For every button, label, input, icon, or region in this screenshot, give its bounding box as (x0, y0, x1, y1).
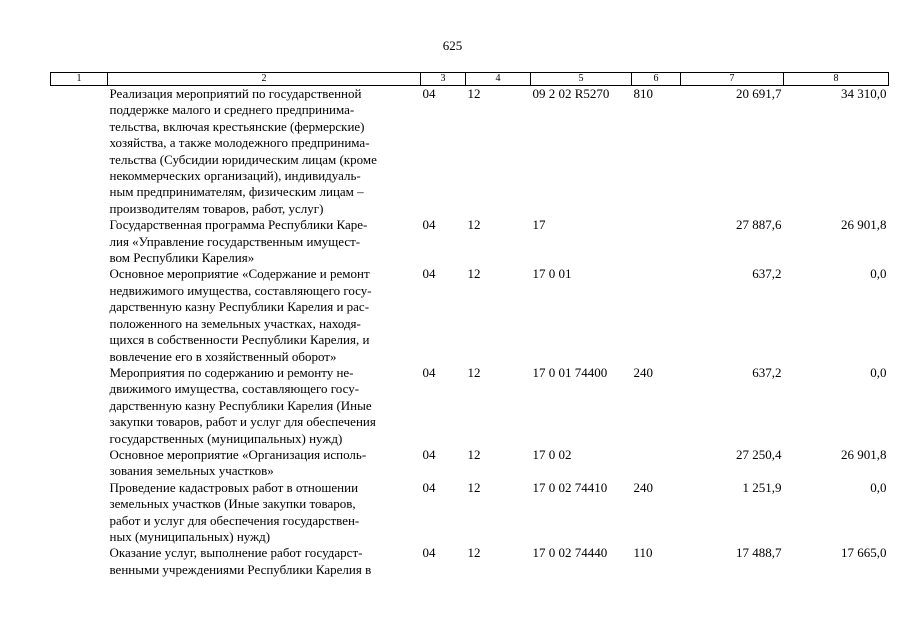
amount-first: 1 251,9 (742, 479, 782, 495)
row-description (108, 545, 421, 578)
description-line: закупки товаров, работ и услуг для обеспечения (109, 414, 376, 430)
description-line: вовлечение его в хозяйственный оборот» (109, 348, 337, 364)
expense-type-code (632, 447, 681, 480)
target-article-code: 17 0 02 74410 (532, 479, 608, 495)
section-code: 04 (422, 217, 436, 233)
amount-second: 0,0 (870, 479, 887, 495)
amount-second: 26 901,8 (841, 217, 887, 233)
subsection-code: 12 (467, 479, 481, 495)
table-body (51, 86, 889, 579)
expense-type-code: 240 (633, 364, 653, 380)
amount-first: 27 250,4 (736, 446, 782, 462)
description-line: тельства, включая крестьянские (фермерские) (109, 118, 365, 134)
row-description (108, 217, 421, 266)
row-description (108, 480, 421, 546)
row-description (108, 86, 421, 218)
description-line: венными учреждениями Республики Карелия в (109, 561, 372, 577)
page-number: 625 (442, 38, 463, 53)
table-row (51, 86, 889, 218)
description-line: Государственная программа Республики Каре- (109, 217, 368, 233)
column-header: 8 (784, 73, 889, 86)
description-line: Основное мероприятие «Содержание и ремонт (109, 266, 370, 282)
description-line: некоммерческих организаций), индивидуаль- (109, 168, 361, 184)
section-code: 04 (422, 86, 436, 101)
section-code: 04 (422, 266, 436, 282)
description-line: лия «Управление государственным имущест- (109, 233, 361, 249)
target-article-code: 17 0 01 (532, 266, 572, 282)
expense-type-code: 810 (633, 86, 653, 101)
description-line: Оказание услуг, выполнение работ государст- (109, 545, 363, 561)
row-number-cell (51, 447, 108, 480)
amount-second: 0,0 (870, 364, 887, 380)
row-description (108, 447, 421, 480)
section-code: 04 (422, 364, 436, 380)
description-line: вом Республики Карелия» (109, 250, 255, 266)
table-row (51, 217, 889, 266)
subsection-code: 12 (467, 266, 481, 282)
description-line: положенного на земельных участках, находя- (109, 315, 361, 331)
table-row (51, 266, 889, 364)
amount-second: 0,0 (870, 266, 887, 282)
table-row (51, 480, 889, 546)
amount-first: 637,2 (752, 266, 782, 282)
expense-type-code: 240 (633, 479, 653, 495)
description-line: производителям товаров, работ, услуг) (109, 200, 324, 216)
subsection-code: 12 (467, 86, 481, 101)
description-line: дарственную казну Республики Карелия (Иные (109, 397, 372, 413)
table-row (51, 545, 889, 578)
row-number-cell (51, 217, 108, 266)
subsection-code: 12 (467, 545, 481, 561)
section-code: 04 (422, 545, 436, 561)
subsection-code: 12 (467, 446, 481, 462)
subsection-code: 12 (467, 364, 481, 380)
amount-second: 17 665,0 (841, 545, 887, 561)
target-article-code: 17 0 02 74440 (532, 545, 608, 561)
expense-type-code (632, 266, 681, 364)
budget-table (50, 72, 889, 578)
column-header: 3 (421, 73, 466, 86)
description-line: хозяйства, а также молодежного предпринима- (109, 135, 370, 151)
amount-first: 637,2 (752, 364, 782, 380)
amount-first: 27 887,6 (736, 217, 782, 233)
description-line: тельства (Субсидии юридическим лицам (кроме (109, 151, 377, 167)
row-number-cell (51, 365, 108, 447)
amount-second: 26 901,8 (841, 446, 887, 462)
expense-type-code (632, 217, 681, 266)
description-line: земельных участков (Иные закупки товаров, (109, 496, 356, 512)
table-row (51, 447, 889, 480)
row-number-cell (51, 266, 108, 364)
column-header: 6 (632, 73, 681, 86)
description-line: ных (муниципальных) нужд) (109, 528, 271, 544)
description-line: дарственную казну Республики Карелия и рас- (109, 299, 370, 315)
expense-type-code: 110 (633, 545, 653, 561)
description-line: Проведение кадастровых работ в отношении (109, 479, 359, 495)
description-line: Основное мероприятие «Организация исполь- (109, 446, 367, 462)
description-line: Мероприятия по содержанию и ремонту не- (109, 364, 354, 380)
row-number-cell (51, 86, 108, 218)
column-header: 1 (51, 73, 108, 86)
section-code: 04 (422, 479, 436, 495)
description-line: работ и услуг для обеспечения государствен- (109, 512, 360, 528)
subsection-code: 12 (467, 217, 481, 233)
description-line: государственных (муниципальных) нужд) (109, 430, 343, 446)
description-line: Реализация мероприятий по государственной (109, 86, 362, 101)
description-line: ным предпринимателям, физическим лицам – (109, 184, 364, 200)
amount-second: 34 310,0 (841, 86, 887, 101)
column-header: 4 (466, 73, 531, 86)
row-description (108, 365, 421, 447)
target-article-code: 17 (532, 217, 546, 233)
target-article-code: 17 0 01 74400 (532, 364, 608, 380)
description-line: щихся в собственности Республики Карелия, и (109, 332, 370, 348)
target-article-code: 17 0 02 (532, 446, 572, 462)
column-header: 7 (681, 73, 784, 86)
row-number-cell (51, 545, 108, 578)
section-code: 04 (422, 446, 436, 462)
table-row (51, 365, 889, 447)
target-article-code: 09 2 02 R5270 (532, 86, 610, 101)
description-line: движимого имущества, составляющего госу- (109, 381, 360, 397)
description-line: поддержке малого и среднего предпринима- (109, 102, 355, 118)
description-line: зования земельных участков» (109, 463, 274, 479)
column-number-header-row (51, 73, 889, 86)
row-number-cell (51, 480, 108, 546)
column-header: 5 (531, 73, 632, 86)
amount-first: 17 488,7 (736, 545, 782, 561)
description-line: недвижимого имущества, составляющего госу- (109, 282, 372, 298)
row-description (108, 266, 421, 364)
amount-first: 20 691,7 (736, 86, 782, 101)
column-header: 2 (108, 73, 421, 86)
